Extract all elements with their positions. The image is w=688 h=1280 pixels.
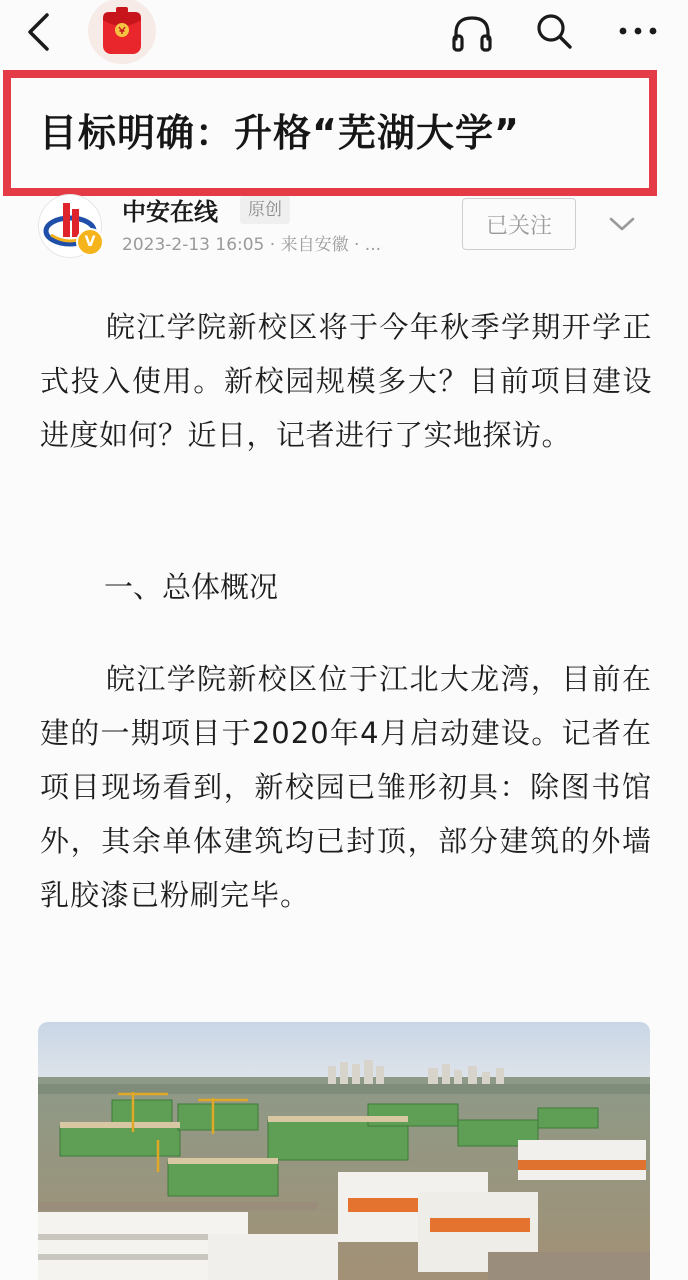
verified-badge: V: [76, 228, 104, 256]
headphone-icon: [451, 13, 493, 53]
article-title: 目标明确：升格“芜湖大学”: [39, 111, 520, 155]
chevron-left-icon: [25, 12, 51, 52]
listen-button[interactable]: [448, 10, 496, 56]
search-button[interactable]: [530, 8, 578, 54]
more-button[interactable]: [610, 8, 666, 54]
more-dots-icon: [618, 26, 658, 36]
article-paragraph: 皖江学院新校区位于江北大龙湾，目前在建的一期项目于2020年4月启动建设。记者在项目现场看到，新校园已雏形初具：除图书馆外，其余单体建筑均已封顶，部分建筑的外墙乳胶漆已粉刷完毕。: [40, 662, 652, 912]
title-highlight-box: [3, 70, 657, 196]
article-paragraph: 皖江学院新校区将于今年秋季学期开学正式投入使用。新校园规模多大？目前项目建设进度如何？近日，记者进行了实地探访。: [40, 310, 652, 452]
chevron-down-icon: [609, 216, 635, 232]
publish-meta: 2023-2-13 16:05 · 来自安徽 · ...: [122, 235, 382, 255]
section-heading: 一、总体概况: [104, 570, 279, 604]
original-tag: 原创: [240, 196, 290, 224]
campus-aerial-photo[interactable]: [38, 1022, 650, 1280]
author-name[interactable]: 中安在线: [122, 198, 218, 226]
search-icon: [534, 11, 574, 51]
top-bar: [0, 0, 688, 64]
expand-author-button[interactable]: [600, 204, 644, 244]
follow-button[interactable]: 已关注: [462, 198, 576, 250]
app-logo[interactable]: [88, 0, 156, 64]
red-envelope-icon: [99, 6, 145, 56]
back-button[interactable]: [18, 10, 58, 54]
campus-photo-illustration: [38, 1022, 650, 1280]
